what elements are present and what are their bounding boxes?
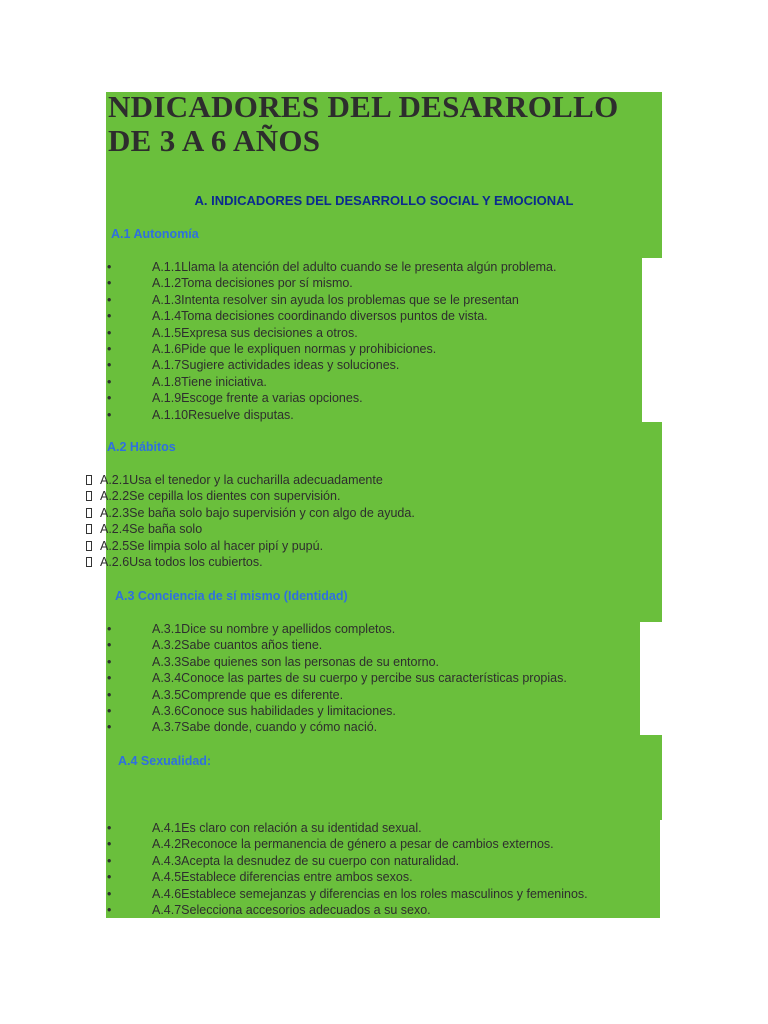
title-line-1: NDICADORES DEL DESARROLLO bbox=[108, 89, 619, 124]
heading-a4: A.4 Sexualidad: bbox=[118, 754, 212, 768]
list-item: • A.4.2Reconoce la permanencia de género a pesar de cambios externos. bbox=[107, 837, 554, 852]
box-bullet-icon bbox=[86, 508, 92, 518]
list-item: • A.3.6Conoce sus habilidades y limitaciones. bbox=[107, 704, 396, 719]
list-item: A.2.5Se limpia solo al hacer pipí y pupú. bbox=[86, 538, 415, 554]
list-a1 bbox=[107, 259, 556, 423]
green-block-a4 bbox=[106, 735, 662, 820]
list-item: • A.1.6Pide que le expliquen normas y prohibiciones. bbox=[107, 342, 437, 357]
list-item: • A.3.7Sabe donde, cuando y cómo nació. bbox=[107, 720, 378, 735]
list-item: • A.4.5Establece diferencias entre ambos sexos. bbox=[107, 870, 413, 885]
list-item: • A.1.5Expresa sus decisiones a otros. bbox=[107, 325, 358, 340]
list-item: • A.4.3Acepta la desnudez de su cuerpo con naturalidad. bbox=[107, 853, 460, 868]
list-item: • A.3.1Dice su nombre y apellidos completos. bbox=[107, 622, 396, 636]
box-bullet-icon bbox=[86, 557, 92, 567]
title-line-2: DE 3 A 6 AÑOS bbox=[108, 123, 321, 158]
list-item: • A.1.10Resuelve disputas. bbox=[107, 407, 294, 422]
heading-a3: A.3 Conciencia de sí mismo (Identidad) bbox=[115, 589, 348, 603]
list-item: A.2.2Se cepilla los dientes con supervisión. bbox=[86, 488, 415, 504]
list-item: • A.1.2Toma decisiones por sí mismo. bbox=[107, 276, 353, 291]
list-item: • A.1.7Sugiere actividades ideas y soluciones. bbox=[107, 358, 400, 373]
list-item: • A.4.1Es claro con relación a su identidad sexual. bbox=[107, 821, 422, 835]
heading-a1: A.1 Autonomía bbox=[111, 227, 199, 241]
list-item: A.2.4Se baña solo bbox=[86, 521, 415, 537]
list-item: • A.4.7Selecciona accesorios adecuados a su sexo. bbox=[107, 903, 431, 918]
list-item: • A.1.3Intenta resolver sin ayuda los problemas que se le presentan bbox=[107, 292, 519, 307]
page-title bbox=[108, 90, 658, 158]
list-a2 bbox=[86, 472, 415, 570]
box-bullet-icon bbox=[86, 491, 92, 501]
list-item: A.2.6Usa todos los cubiertos. bbox=[86, 554, 415, 570]
list-item: • A.3.2Sabe cuantos años tiene. bbox=[107, 638, 323, 653]
list-item: • A.3.3Sabe quienes son las personas de su entorno. bbox=[107, 654, 440, 669]
list-item: • A.1.9Escoge frente a varias opciones. bbox=[107, 391, 363, 406]
section-a-heading: A. INDICADORES DEL DESARROLLO SOCIAL Y EMOCIONAL bbox=[194, 193, 574, 208]
list-a4 bbox=[107, 820, 588, 918]
box-bullet-icon bbox=[86, 541, 92, 551]
heading-a2: A.2 Hábitos bbox=[107, 440, 176, 454]
list-item: • A.4.6Establece semejanzas y diferencias en los roles masculinos y femeninos. bbox=[107, 886, 588, 901]
list-item: • A.1.8Tiene iniciativa. bbox=[107, 374, 267, 389]
list-a3 bbox=[107, 621, 567, 736]
list-item: • A.3.5Comprende que es diferente. bbox=[107, 687, 344, 702]
list-item: A.2.1Usa el tenedor y la cucharilla adecuadamente bbox=[86, 472, 415, 488]
box-bullet-icon bbox=[86, 475, 92, 485]
list-item: • A.1.1Llama la atención del adulto cuando se le presenta algún problema. bbox=[107, 260, 557, 274]
list-item: A.2.3Se baña solo bajo supervisión y con algo de ayuda. bbox=[86, 505, 415, 521]
box-bullet-icon bbox=[86, 524, 92, 534]
list-item: • A.1.4Toma decisiones coordinando diversos puntos de vista. bbox=[107, 309, 488, 324]
list-item: • A.3.4Conoce las partes de su cuerpo y percibe sus características propias. bbox=[107, 671, 567, 686]
